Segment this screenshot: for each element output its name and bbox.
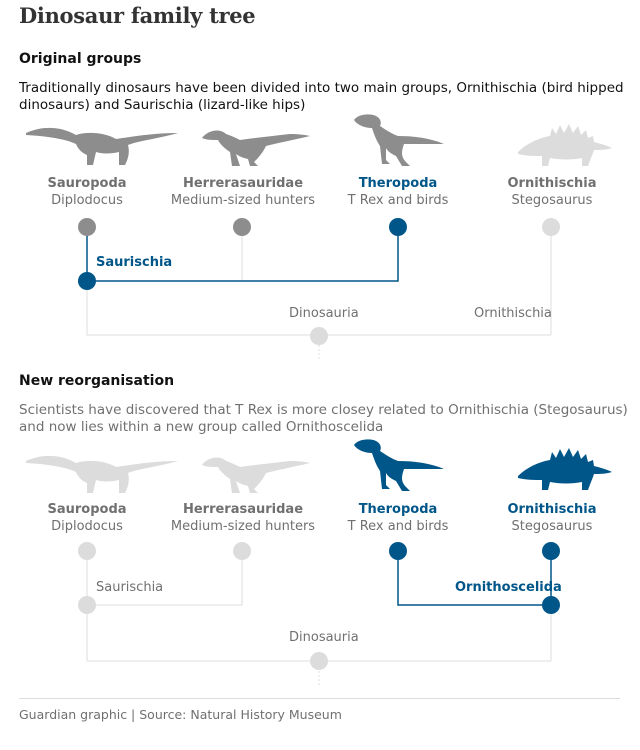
herrerasauridae-node [233,218,251,236]
dino-subtitle: T Rex and birds [347,193,449,208]
section-heading: New reorganisation [19,373,175,389]
sauropoda-node [78,218,96,236]
sauropoda-node [78,542,96,560]
ornithoscelida-label: Ornithoscelida [455,580,562,595]
herrerasaurid-silhouette-icon [202,131,310,166]
dino-name: Theropoda [358,176,438,191]
dino-name: Sauropoda [47,176,127,191]
dinosauria-label: Dinosauria [289,306,359,321]
dino-name: Sauropoda [47,502,127,517]
dino-name: Ornithischia [507,176,597,191]
saurischia-node [78,596,96,614]
theropod-silhouette-icon [354,114,444,166]
saurischia-label: Saurischia [96,255,173,270]
stegosaurus-silhouette-icon [518,448,612,490]
theropod-silhouette-icon [354,439,444,491]
dino-subtitle: Stegosaurus [511,193,593,208]
herrerasaurid-silhouette-icon [202,458,310,493]
herrerasauridae-node [233,542,251,560]
saurischia-node [78,272,96,290]
dino-subtitle: Medium-sized hunters [170,193,316,208]
dinosauria-label: Dinosauria [289,630,359,645]
footer-divider [19,698,620,699]
dino-subtitle: Diplodocus [51,193,123,208]
ornithischia-node [542,542,560,560]
page-title: Dinosaur family tree [19,3,256,28]
theropoda-node [389,218,407,236]
saurischia-label: Saurischia [96,580,164,595]
dino-subtitle: Medium-sized hunters [170,519,316,534]
dinosauria-node [310,652,328,670]
sauropod-silhouette-icon [26,128,178,165]
section-description: Traditionally dinosaurs have been divided into two main groups, Ornithischia (bird hipped dinosaurs) and Saurischia (lizard-like hips) [19,80,624,113]
ornithoscelida-bracket-line [398,552,551,605]
sauropod-silhouette-icon [26,456,178,493]
source-credit: Guardian graphic | Source: Natural History Museum [19,707,342,722]
dino-subtitle: T Rex and birds [347,519,449,534]
dino-name: Ornithischia [507,502,597,517]
dino-subtitle: Diplodocus [51,519,123,534]
dinosauria-node [310,327,328,345]
stegosaurus-silhouette-icon [518,124,612,166]
dino-subtitle: Stegosaurus [511,519,593,534]
section-description: Scientists have discovered that T Rex is more closey related to Ornithischia (Stegosaurus) and now lies within a new group called Ornithoscelida [19,402,628,435]
ornithischia-label: Ornithischia [474,306,552,321]
dino-name: Theropoda [358,502,438,517]
saurischia-bracket-line [87,552,242,605]
ornithischia-node [542,218,560,236]
section-heading: Original groups [19,51,142,67]
dino-name: Herrerasauridae [182,176,304,191]
ornithoscelida-node [542,596,560,614]
theropoda-node [389,542,407,560]
dino-name: Herrerasauridae [182,502,304,517]
